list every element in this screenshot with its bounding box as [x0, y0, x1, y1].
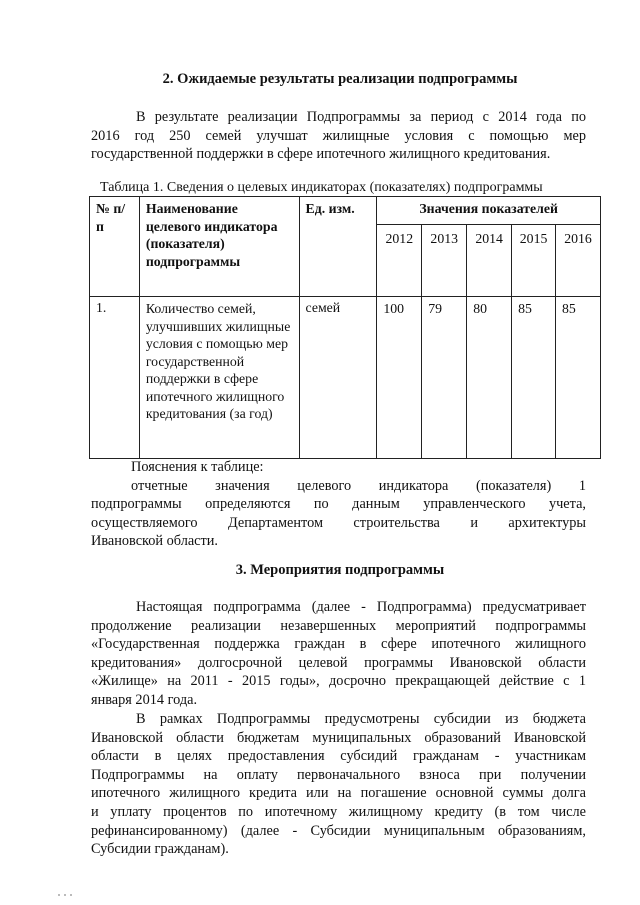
- row-name: Количество семей, улучшивших жилищные условия с помощью мер государственной поддержки в сфере ипотечного жилищного кредитования (за год): [139, 297, 299, 459]
- notes-line: осуществляемого Департаментом строительства и архитектуры: [91, 514, 586, 531]
- paragraph-line: Ивановской области бюджетам муниципальных образований Ивановской: [91, 729, 586, 746]
- paragraph-line: «Государственная поддержка граждан в сфере ипотечного жилищного: [91, 636, 586, 653]
- paragraph-line: января 2014 года.: [91, 691, 198, 708]
- paragraph-line: Подпрограммы на оплату первоначального взноса при получении: [91, 766, 586, 783]
- row-value: 80: [467, 297, 512, 459]
- section-2-title: 2. Ожидаемые результаты реализации подпрограммы: [162, 71, 518, 87]
- paragraph-line: продолжение реализации незавершенных мероприятий подпрограммы: [91, 617, 586, 634]
- header-num: № п/п: [90, 197, 140, 297]
- paragraph-line: 2016 год 250 семей улучшат жилищные условия с помощью мер: [91, 127, 586, 144]
- paragraph-line: Субсидии гражданам).: [91, 841, 229, 858]
- notes-line: подпрограммы определяются по данным управленческого учета,: [91, 496, 586, 513]
- header-unit: Ед. изм.: [299, 197, 377, 297]
- notes-line: Ивановской области.: [91, 533, 219, 550]
- table-caption: Таблица 1. Сведения о целевых индикаторах (показателях) подпрограммы: [100, 180, 543, 195]
- paragraph-line: рефинансированному) (далее - Субсидии муниципальным образованиям,: [91, 822, 586, 839]
- scan-artifact: [58, 883, 98, 889]
- row-value: 79: [422, 297, 467, 459]
- row-value: 100: [377, 297, 422, 459]
- table-notes: [91, 458, 586, 551]
- paragraph-line: государственной поддержки в сфере ипотечного жилищного кредитования.: [91, 146, 551, 163]
- paragraph-line: области в целях предоставления субсидий гражданам - участникам: [91, 748, 586, 765]
- section-2-paragraph: [91, 108, 586, 164]
- row-value: 85: [512, 297, 556, 459]
- year-header: 2013: [422, 225, 467, 297]
- header-name: Наименование целевого индикатора (показателя) подпрограммы: [139, 197, 299, 297]
- row-unit: семей: [299, 297, 377, 459]
- year-header: 2012: [377, 225, 422, 297]
- indicators-table: [89, 196, 601, 459]
- paragraph-line: «Жилище» на 2011 - 2015 годы», досрочно прекращающей действие с 1: [91, 673, 586, 690]
- header-values: Значения показателей: [377, 197, 601, 225]
- year-header: 2014: [467, 225, 512, 297]
- section-3-paragraph-1: [91, 598, 586, 710]
- row-value: 85: [556, 297, 601, 459]
- year-header: 2015: [512, 225, 556, 297]
- paragraph-line: Настоящая подпрограмма (далее - Подпрограмма) предусматривает: [136, 599, 586, 615]
- paragraph-line: и уплату процентов по ипотечному жилищному кредиту (в том числе: [91, 803, 586, 820]
- paragraph-line: В результате реализации Подпрограммы за период с 2014 года по: [136, 109, 586, 125]
- year-header: 2016: [556, 225, 601, 297]
- notes-label: Пояснения к таблице:: [131, 459, 264, 475]
- paragraph-line: В рамках Подпрограммы предусмотрены субсидии из бюджета: [136, 711, 586, 727]
- notes-line: отчетные значения целевого индикатора (показателя) 1: [131, 477, 586, 494]
- row-num: 1.: [90, 297, 140, 459]
- paragraph-line: ипотечного жилищного кредита или на погашение основной суммы долга: [91, 785, 586, 802]
- paragraph-line: кредитования» долгосрочной целевой программы Ивановской области: [91, 654, 586, 671]
- section-3-paragraph-2: [91, 710, 586, 859]
- section-3-title: 3. Мероприятия подпрограммы: [235, 562, 445, 578]
